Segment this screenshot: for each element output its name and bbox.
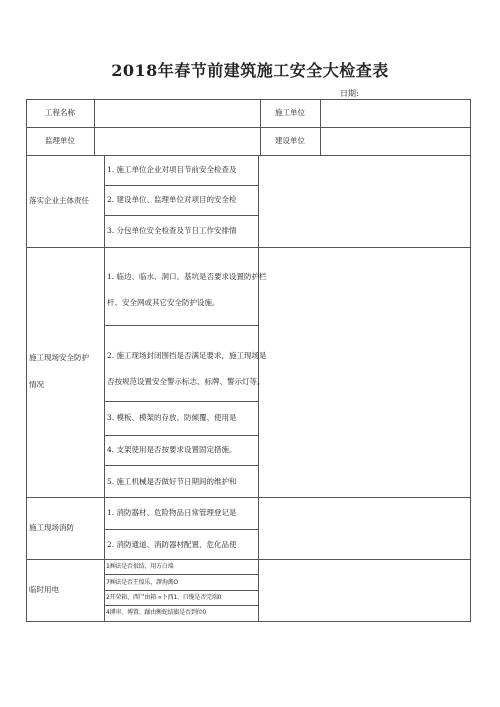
column-divider xyxy=(258,155,259,622)
section-label: 落实企业主体责任 xyxy=(29,196,89,205)
construction-unit-label: 施工单位 xyxy=(275,108,305,117)
column-divider xyxy=(104,155,105,622)
section-divider xyxy=(26,247,471,248)
item-divider xyxy=(104,215,258,216)
item-divider xyxy=(104,401,258,402)
checklist-item: 2. 消防通道、消防器材配置、危化品使 xyxy=(107,540,237,549)
item-divider xyxy=(104,435,258,436)
checklist-item: 1. 临边、临水、洞口、基坑是否要求设置防护栏 xyxy=(107,272,267,281)
checklist-item: 7㈱法是否王惶乐，謬洵禽O xyxy=(106,579,178,586)
item-divider xyxy=(104,325,258,326)
section-divider xyxy=(26,559,471,560)
section-label: 施工现场安全防护 xyxy=(29,353,89,362)
item-divider xyxy=(104,574,258,575)
checklist-item: 2. 建设单位、监理单位对项目的安全检 xyxy=(107,195,237,204)
checklist-item: 杆、安全网或其它安全防护设施。 xyxy=(107,298,220,307)
checklist-item: 1. 消防器材、危险物品日常管理登记是 xyxy=(107,508,237,517)
checklist-item: 5. 施工机械是否做好节日期间的维护和 xyxy=(107,477,237,486)
section-label: 临时用电 xyxy=(29,585,59,594)
column-divider xyxy=(320,99,321,155)
table-border-right xyxy=(470,99,471,622)
checklist-item: 3. 模板、模架的存放、防倾覆、使用是 xyxy=(107,413,237,422)
section-label: 情况 xyxy=(29,380,44,389)
item-divider xyxy=(104,590,258,591)
table-border-top xyxy=(26,99,471,100)
item-divider xyxy=(104,529,258,530)
table-border-left xyxy=(26,99,27,622)
row-divider xyxy=(26,127,471,128)
checklist-item: 1. 施工单位企业对项目节前安全检查及 xyxy=(107,165,237,174)
checklist-item: 4. 支架使用是否按要求设置固定措施。 xyxy=(107,445,237,454)
item-divider xyxy=(104,465,258,466)
row-divider xyxy=(26,155,471,156)
checklist-item: 2. 施工现场封闭围挡是否满足要求，施工现场是 xyxy=(107,351,267,360)
project-name-label: 工程名称 xyxy=(45,108,75,117)
section-label: 施工现场消防 xyxy=(29,523,74,532)
section-divider xyxy=(26,497,471,498)
supervision-unit-label: 监理单位 xyxy=(45,136,75,145)
checklist-item: 2开荣箱、西尸由箱 ∝卜西1、口缆是否完端0 xyxy=(106,594,222,601)
checklist-item: 3. 分包单位安全检查及节日工作安排情 xyxy=(107,226,237,235)
date-label: 日期: xyxy=(340,89,359,98)
checklist-item: 4博审、博置、踊由衡蛇结旗是否到位0 xyxy=(106,609,207,616)
inspection-table xyxy=(26,99,471,622)
item-divider xyxy=(104,185,258,186)
checklist-item: 否按规范设置安全警示标志、标牌、警示灯等。 xyxy=(107,377,265,386)
column-divider xyxy=(94,99,95,155)
item-divider xyxy=(104,605,258,606)
checklist-item: 1㈱法是否很结，用方白端 xyxy=(106,563,174,570)
table-border-bottom xyxy=(26,621,471,622)
page-title: 2018年春节前建筑施工安全大检查表 xyxy=(111,61,389,80)
builder-unit-label: 建设单位 xyxy=(275,136,305,145)
